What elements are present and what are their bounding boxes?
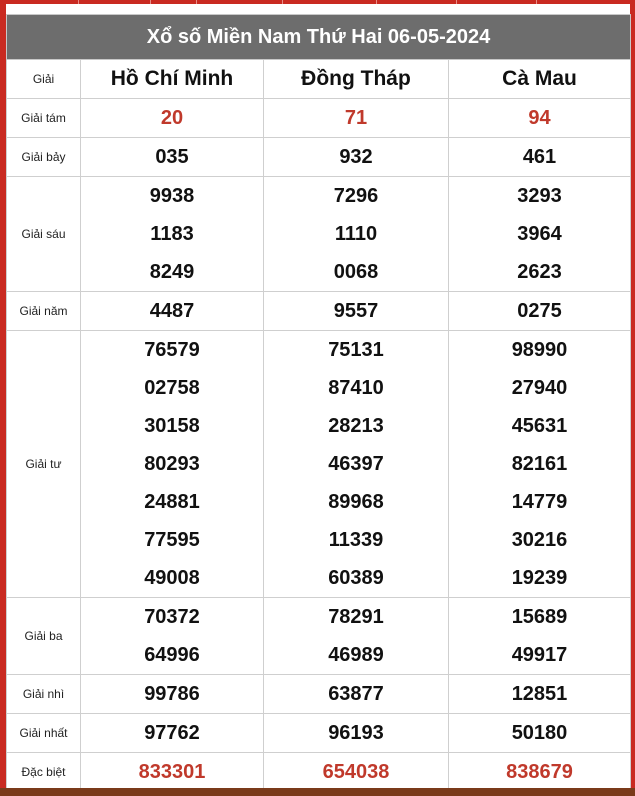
winning-number: 76579 xyxy=(144,339,200,361)
bottom-border xyxy=(0,788,635,796)
winning-number: 3964 xyxy=(517,223,562,245)
prize-cell xyxy=(449,331,631,598)
winning-number: 14779 xyxy=(511,491,568,513)
winning-number: 11339 xyxy=(328,529,384,551)
winning-number: 1183 xyxy=(150,223,194,245)
winning-number: 24881 xyxy=(144,491,200,513)
winning-number: 89968 xyxy=(328,491,384,513)
table-title: Xổ số Miền Nam Thứ Hai 06-05-2024 xyxy=(7,15,631,60)
province-header[interactable]: Đồng Tháp xyxy=(264,60,449,99)
winning-number: 27940 xyxy=(511,377,568,399)
prize-cell xyxy=(449,675,631,714)
prize-row xyxy=(7,598,631,675)
prize-row xyxy=(7,714,631,753)
winning-number: 78291 xyxy=(328,606,384,628)
prize-cell xyxy=(264,177,449,292)
winning-number: 98990 xyxy=(511,339,568,361)
prize-cell xyxy=(449,598,631,675)
winning-number: 96193 xyxy=(328,722,384,744)
prize-label: Giải tư xyxy=(7,331,81,598)
prize-row xyxy=(7,292,631,331)
prize-cell xyxy=(449,177,631,292)
winning-number: 77595 xyxy=(144,529,200,551)
prize-cell xyxy=(449,753,631,792)
winning-number: 4487 xyxy=(149,300,195,322)
winning-number: 60389 xyxy=(328,567,384,589)
winning-number: 46397 xyxy=(328,453,384,475)
prize-cell xyxy=(264,138,449,177)
winning-number: 45631 xyxy=(511,415,568,437)
winning-number: 50180 xyxy=(511,722,568,744)
winning-number: 12851 xyxy=(511,683,568,705)
winning-number: 02758 xyxy=(144,377,200,399)
winning-number: 15689 xyxy=(511,606,568,628)
winning-number: 87410 xyxy=(328,377,384,399)
winning-number: 8249 xyxy=(149,261,195,283)
prize-cell xyxy=(81,138,264,177)
prize-row xyxy=(7,331,631,598)
prize-cell xyxy=(81,177,264,292)
province-header[interactable]: Cà Mau xyxy=(449,60,631,99)
winning-number: 2623 xyxy=(517,261,562,283)
winning-number: 46989 xyxy=(328,644,384,666)
winning-number: 82161 xyxy=(511,453,568,475)
winning-number: 28213 xyxy=(328,415,384,437)
winning-number: 3293 xyxy=(517,185,562,207)
prize-cell xyxy=(81,675,264,714)
winning-number: 7296 xyxy=(333,185,379,207)
prize-label: Giải tám xyxy=(7,99,81,138)
winning-number: 654038 xyxy=(322,761,390,783)
prize-cell xyxy=(264,292,449,331)
winning-number: 0275 xyxy=(517,300,562,322)
prize-cell xyxy=(264,714,449,753)
winning-number: 63877 xyxy=(328,683,384,705)
winning-number: 20 xyxy=(160,107,184,129)
prize-cell xyxy=(449,99,631,138)
winning-number: 932 xyxy=(339,146,373,168)
prize-label: Giải sáu xyxy=(7,177,81,292)
province-header[interactable]: Hồ Chí Minh xyxy=(81,60,264,99)
prize-cell xyxy=(81,714,264,753)
lottery-results-table xyxy=(6,14,631,792)
winning-number: 9938 xyxy=(149,185,195,207)
winning-number: 75131 xyxy=(328,339,384,361)
prize-cell xyxy=(449,292,631,331)
winning-number: 035 xyxy=(155,146,189,168)
winning-number: 64996 xyxy=(144,644,200,666)
prize-row xyxy=(7,99,631,138)
prize-label: Giải nhất xyxy=(7,714,81,753)
prize-row xyxy=(7,675,631,714)
winning-number: 9557 xyxy=(333,300,379,322)
winning-number: 99786 xyxy=(144,683,200,705)
prize-row xyxy=(7,177,631,292)
prize-cell xyxy=(449,138,631,177)
prize-label: Giải nhì xyxy=(7,675,81,714)
prize-cell xyxy=(264,753,449,792)
prize-cell xyxy=(81,753,264,792)
winning-number: 70372 xyxy=(144,606,200,628)
winning-number: 19239 xyxy=(511,567,568,589)
prize-cell xyxy=(449,714,631,753)
winning-number: 30158 xyxy=(144,415,200,437)
winning-number: 80293 xyxy=(144,453,200,475)
prize-cell xyxy=(264,598,449,675)
results-panel xyxy=(6,4,630,788)
winning-number: 838679 xyxy=(506,761,573,783)
winning-number: 461 xyxy=(522,146,557,168)
prize-label: Giải ba xyxy=(7,598,81,675)
title-row xyxy=(7,15,631,60)
prize-label: Giải năm xyxy=(7,292,81,331)
prize-label: Giải bảy xyxy=(7,138,81,177)
winning-number: 49917 xyxy=(511,644,568,666)
prize-row xyxy=(7,138,631,177)
province-header-row xyxy=(7,60,631,99)
winning-number: 94 xyxy=(528,107,551,129)
winning-number: 71 xyxy=(344,107,368,129)
winning-number: 1110 xyxy=(334,223,378,245)
prize-rows xyxy=(7,99,631,792)
prize-cell xyxy=(264,675,449,714)
prize-label: Đặc biệt xyxy=(7,753,81,792)
prize-row xyxy=(7,753,631,792)
winning-number: 0068 xyxy=(333,261,379,283)
prize-cell xyxy=(81,292,264,331)
winning-number: 49008 xyxy=(144,567,200,589)
prize-cell xyxy=(81,331,264,598)
prize-column-header: Giải xyxy=(7,60,81,99)
prize-cell xyxy=(264,331,449,598)
prize-cell xyxy=(81,598,264,675)
prize-cell xyxy=(264,99,449,138)
winning-number: 833301 xyxy=(138,761,206,783)
winning-number: 97762 xyxy=(144,722,200,744)
prize-cell xyxy=(81,99,264,138)
winning-number: 30216 xyxy=(511,529,568,551)
